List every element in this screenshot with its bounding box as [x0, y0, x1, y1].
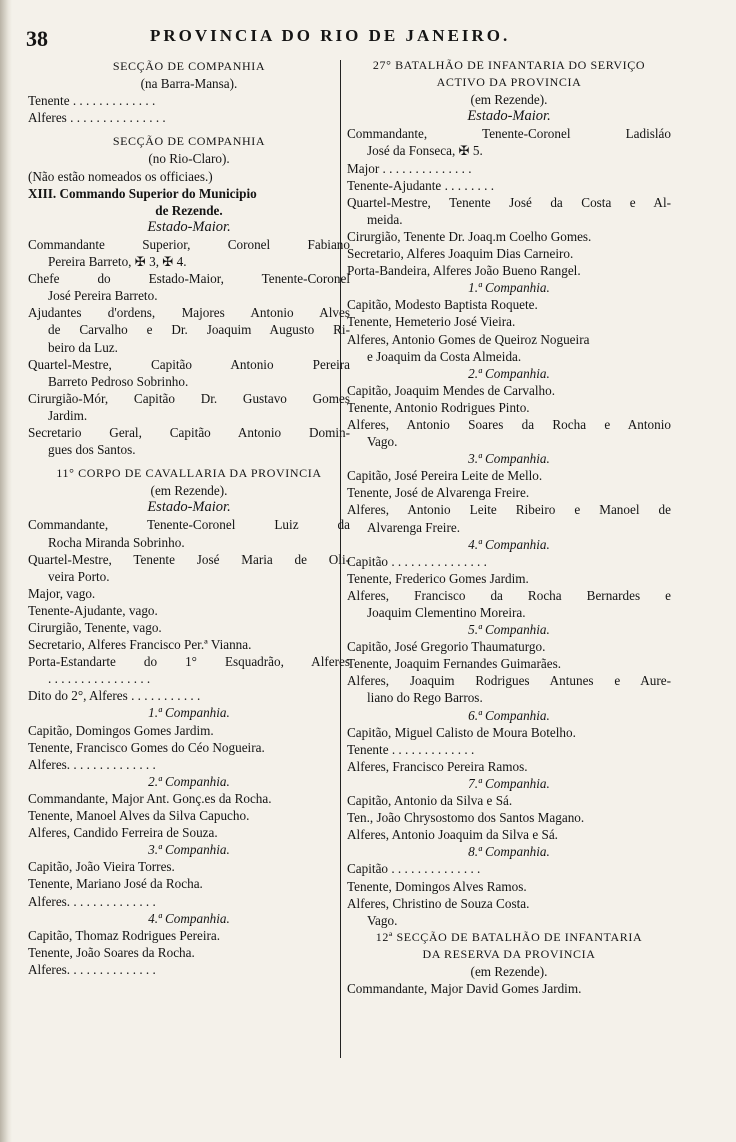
section-heading: SECÇÃO DE COMPANHIA [112, 134, 266, 149]
text-line: Tenente, Domingos Alves Ramos. [347, 878, 527, 894]
entry-line: Commandante Superior, Coronel Fabiano [28, 236, 350, 252]
entry-continuation: Alvarenga Freire. [367, 519, 461, 535]
entry-continuation: Barreto Pedroso Sobrinho. [48, 373, 189, 389]
company-heading: 7.ª Companhia. [468, 775, 550, 791]
company-heading: 1.ª Companhia. [468, 280, 550, 296]
entry-line: Quartel-Mestre, Tenente José da Costa e Al- [347, 194, 671, 210]
text-line: Alferes. . . . . . . . . . . . . . [28, 893, 156, 909]
entry-line: Alferes, Antonio Leite Ribeiro e Manoel de [347, 502, 671, 518]
location-line: (na Barra-Mansa). [140, 76, 238, 92]
text-line: Tenente, José de Alvarenga Freire. [347, 485, 530, 501]
text-line: Cirurgião, Tenente, vago. [28, 620, 162, 635]
entry-line: Commandante, Tenente-Coronel Luiz da [28, 517, 350, 533]
text-line: Secretario, Alferes Joaquim Dias Carneiro. [347, 246, 574, 262]
text-line: Tenente, Joaquim Fernandes Guimarães. [347, 656, 562, 672]
subheading: Estado-Maior. [147, 218, 231, 235]
text-line: Tenente . . . . . . . . . . . . . [347, 741, 475, 757]
text-line: Capitão, Domingos Gomes Jardim. [28, 722, 214, 738]
entry-continuation: beiro da Luz. [48, 339, 118, 355]
text-line: Tenente, Mariano José da Rocha. [28, 876, 203, 892]
text-line: Alferes, Christino de Souza Costa. [347, 895, 530, 911]
section-heading: 12ª SECÇÃO DE BATALHÃO DE INFANTARIA [375, 929, 643, 944]
location-line: (em Rezende). [150, 483, 228, 499]
page-number: 38 [26, 26, 48, 51]
entry-continuation: Pereira Barreto, ✠ 3, ✠ 4. [48, 254, 187, 270]
entry-continuation: veira Porto. [48, 568, 110, 584]
left-column [28, 58, 350, 978]
text-line: Tenente, Antonio Rodrigues Pinto. [347, 399, 530, 415]
command-heading: de Rezende. [155, 202, 223, 218]
text-line: Ten., João Chrysostomo dos Santos Magano. [347, 810, 585, 826]
text-line: Tenente, Manoel Alves da Silva Capucho. [28, 808, 250, 824]
text-line: Dito do 2°, Alferes . . . . . . . . . . . [28, 688, 201, 704]
text-line: Capitão, Antonio da Silva e Sá. [347, 793, 513, 809]
subheading: Estado-Maior. [147, 499, 231, 516]
section-heading: 11° CORPO DE CAVALLARIA DA PROVINCIA [56, 466, 322, 481]
text-line: Alferes . . . . . . . . . . . . . . . [28, 110, 166, 126]
entry-line: Secretario Geral, Capitão Antonio Domin- [28, 424, 350, 440]
company-heading: 3.ª Companhia. [148, 842, 230, 858]
subheading: Estado-Maior. [467, 108, 551, 125]
company-heading: 4.ª Companhia. [468, 536, 550, 552]
text-line: Capitão, Modesto Baptista Roquete. [347, 297, 538, 313]
entry-line: Alferes, Joaquim Rodrigues Antunes e Aure- [347, 673, 671, 689]
text-line: Tenente, Frederico Gomes Jardim. [347, 570, 529, 586]
entry-continuation: Vago. [367, 434, 398, 450]
page-binding-edge [0, 0, 12, 1142]
text-line: Tenente, João Soares da Rocha. [28, 944, 195, 960]
section-heading: ACTIVO DA PROVINCIA [436, 75, 582, 90]
text-line: Commandante, Major Ant. Gonç.es da Rocha. [28, 790, 272, 806]
section-heading: SECÇÃO DE COMPANHIA [112, 59, 266, 73]
company-heading: 5.ª Companhia. [468, 622, 550, 638]
company-heading: 4.ª Companhia. [148, 910, 230, 926]
text-line: (Não estão nomeados os officiaes.) [28, 168, 213, 184]
entry-line: Alferes, Antonio Soares da Rocha e Antonio [347, 416, 671, 432]
entry-continuation: José Pereira Barreto. [48, 288, 158, 304]
text-line: Tenente, Francisco Gomes do Céo Nogueira. [28, 739, 265, 755]
text-line: Major . . . . . . . . . . . . . . [347, 160, 472, 176]
company-heading: 1.ª Companhia. [148, 705, 230, 721]
text-line: Capitão, Thomaz Rodrigues Pereira. [28, 927, 221, 943]
entry-continuation: José da Fonseca, ✠ 5. [367, 143, 483, 159]
company-heading: 6.ª Companhia. [468, 707, 550, 723]
entry-line: Ajudantes d'ordens, Majores Antonio Alves [28, 305, 350, 321]
text-line: Alferes, Antonio Joaquim da Silva e Sá. [347, 827, 558, 843]
section-heading: 27° BATALHÃO DE INFANTARIA DO SERVIÇO [372, 58, 646, 72]
text-line: Tenente-Ajudante . . . . . . . . [347, 177, 495, 193]
text-line: Major, vago. [28, 585, 96, 601]
text-line: Capitão . . . . . . . . . . . . . . [347, 861, 481, 877]
location-line: (em Rezende). [470, 92, 548, 108]
text-line: Capitão . . . . . . . . . . . . . . . [347, 553, 487, 569]
entry-line: Porta-Estandarte do 1° Esquadrão, Alferes [28, 654, 350, 670]
location-line: (no Rio-Claro). [148, 151, 230, 167]
entry-continuation: e Joaquim da Costa Almeida. [367, 348, 522, 364]
entry-line: Quartel-Mestre, Tenente José Maria de Oli- [28, 551, 350, 567]
entry-continuation: de Carvalho e Dr. Joaquim Augusto Ri- [48, 322, 350, 338]
text-line: Cirurgião, Tenente Dr. Joaq.m Coelho Gomes. [347, 228, 592, 244]
right-column [347, 57, 671, 997]
entry-continuation: liano do Rego Barros. [367, 690, 483, 706]
text-line: Porta-Bandeira, Alferes João Bueno Rangel. [347, 263, 581, 279]
entry-continuation: . . . . . . . . . . . . . . . . [48, 671, 151, 687]
text-line: Capitão, Miguel Calisto de Moura Botelho. [347, 724, 576, 740]
text-line: Alferes, Antonio Gomes de Queiroz Nogueira [347, 331, 590, 347]
text-line: Tenente . . . . . . . . . . . . . [28, 93, 156, 109]
text-line: Alferes. . . . . . . . . . . . . . [28, 756, 156, 772]
spacer [28, 126, 350, 133]
company-heading: 3.ª Companhia. [468, 451, 550, 467]
text-line: Commandante, Major David Gomes Jardim. [347, 981, 582, 997]
entry-line: Chefe do Estado-Maior, Tenente-Coronel [28, 271, 350, 287]
entry-continuation: Jardim. [48, 407, 88, 423]
location-line: (em Rezende). [470, 963, 548, 979]
text-line: Capitão, Joaquim Mendes de Carvalho. [347, 382, 556, 398]
text-line: Capitão, João Vieira Torres. [28, 859, 175, 875]
entry-continuation: Vago. [367, 912, 398, 928]
entry-continuation: gues dos Santos. [48, 442, 136, 458]
company-heading: 2.ª Companhia. [148, 773, 230, 789]
company-heading: 2.ª Companhia. [468, 365, 550, 381]
text-line: Capitão, José Gregorio Thaumaturgo. [347, 639, 546, 655]
text-line: Capitão, José Pereira Leite de Mello. [347, 468, 543, 484]
spacer [28, 458, 350, 465]
text-line: Alferes. . . . . . . . . . . . . . [28, 961, 156, 977]
entry-continuation: Rocha Miranda Sobrinho. [48, 534, 185, 550]
text-line: Tenente-Ajudante, vago. [28, 602, 158, 618]
command-heading: XIII. Commando Superior do Municipio [28, 185, 257, 201]
entry-line: Alferes, Francisco da Rocha Bernardes e [347, 587, 671, 603]
text-line: Alferes, Francisco Pereira Ramos. [347, 758, 528, 774]
text-line: Tenente, Hemeterio José Vieira. [347, 314, 516, 330]
entry-continuation: meida. [367, 211, 403, 227]
entry-line: Commandante, Tenente-Coronel Ladisláo [347, 126, 671, 142]
entry-line: Cirurgião-Mór, Capitão Dr. Gustavo Gomes [28, 390, 350, 406]
entry-continuation: Joaquim Clementino Moreira. [367, 605, 526, 620]
entry-line: Quartel-Mestre, Capitão Antonio Pereira [28, 356, 350, 372]
running-head: PROVINCIA DO RIO DE JANEIRO. [150, 26, 511, 45]
company-heading: 8.ª Companhia. [468, 844, 550, 860]
section-heading: DA RESERVA DA PROVINCIA [422, 946, 596, 961]
text-line: Alferes, Candido Ferreira de Souza. [28, 825, 218, 841]
text-line: Secretario, Alferes Francisco Per.ª Vianna. [28, 637, 252, 653]
